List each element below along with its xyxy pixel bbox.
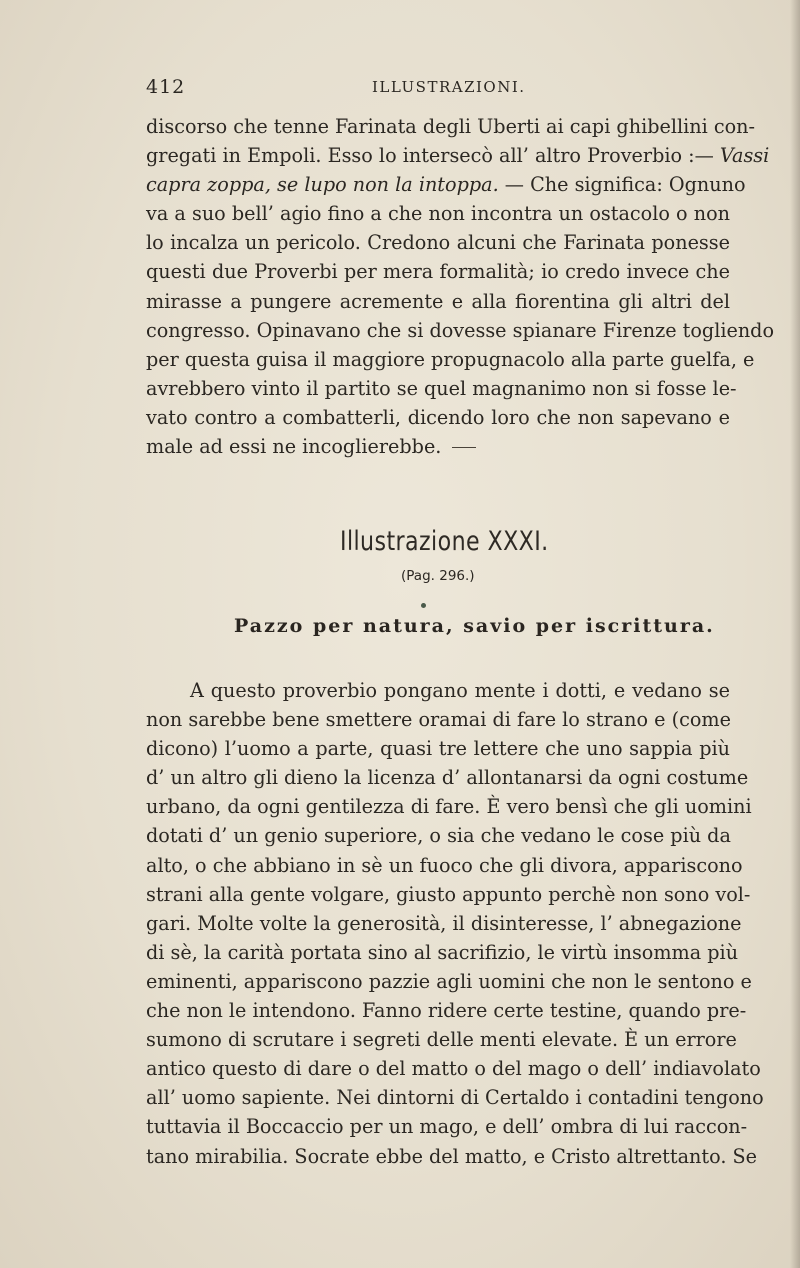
text-line: urbano, da ogni gentilezza di fare. È vero bensì che gli uomini	[146, 795, 752, 819]
running-head: ILLUSTRAZIONI.	[372, 78, 526, 96]
page-header	[146, 76, 726, 102]
text-line: sumono di scrutare i segreti delle menti elevate. È un errore	[146, 1028, 737, 1052]
text-line: mirasse a pungere acremente e alla fiorentina gli altri del	[146, 289, 730, 313]
text-line: tuttavia il Boccaccio per un mago, e dell’ ombra di lui raccon-	[146, 1115, 748, 1139]
text-line: alto, o che abbiano in sè un fuoco che gli divora, appariscono	[146, 853, 743, 877]
text-line: eminenti, appariscono pazzie agli uomini che non le sentono e	[146, 969, 752, 993]
page-edge-shadow	[790, 0, 800, 1268]
text-line: vato contro a combatterli, dicendo loro che non sapevano e	[146, 405, 730, 429]
proverb-heading: Pazzo per natura, savio per iscrittura.	[234, 615, 715, 637]
page-reference: (Pag. 296.)	[401, 568, 475, 584]
paragraph-proverb-commentary	[146, 676, 764, 1171]
text-line: A questo proverbio pongano mente i dotti, e vedano se	[190, 679, 730, 702]
text-line: dicono) l’uomo a parte, quasi tre lettere che uno sappia più	[146, 737, 730, 761]
ornament-dot	[421, 603, 426, 608]
text-line: congresso. Opinavano che si dovesse spianare Firenze togliendo	[146, 318, 775, 342]
text-line: di sè, la carità portata sino al sacrifizio, le virtù insomma più	[146, 940, 739, 964]
text-line: d’ un altro gli dieno la licenza d’ allontanarsi da ogni costume	[146, 766, 749, 790]
text-line: avrebbero vinto il partito se quel magnanimo non si fosse le-	[146, 376, 737, 400]
text-line: gregati in Empoli. Esso lo intersecò all’ altro Proverbio :— Vassi	[146, 144, 770, 168]
paragraph-farinata	[146, 112, 775, 461]
section-divider	[452, 447, 476, 448]
text-line: va a suo bell’ agio fino a che non incontra un ostacolo o non	[146, 202, 730, 226]
text-line: antico questo di dare o del matto o del mago o dell’ indiavolato	[146, 1057, 761, 1081]
text-line: discorso che tenne Farinata degli Uberti ai capi ghibellini con-	[146, 115, 755, 138]
text-line: strani alla gente volgare, giusto appunto perchè non sono vol-	[146, 882, 751, 906]
page-number: 412	[146, 76, 186, 98]
text-line: questi due Proverbi per mera formalità; io credo invece che	[146, 260, 730, 284]
text-line: dotati d’ un genio superiore, o sia che vedano le cose più da	[146, 824, 731, 848]
illustration-title: Illustrazione XXXI.	[340, 526, 549, 557]
text-line: non sarebbe bene smettere oramai di fare lo strano e (come	[146, 708, 731, 732]
text-line: che non le intendono. Fanno ridere certe testine, quando pre-	[146, 999, 747, 1023]
text-line: gari. Molte volte la generosità, il disinteresse, l’ abnegazione	[146, 911, 742, 935]
text-line: all’ uomo sapiente. Nei dintorni di Certaldo i contadini tengono	[146, 1086, 764, 1110]
text-line: per questa guisa il maggiore propugnacolo alla parte guelfa, e	[146, 347, 755, 371]
text-line: tano mirabilia. Socrate ebbe del matto, e Cristo altrettanto. Se	[146, 1144, 758, 1168]
text-line: lo incalza un pericolo. Credono alcuni che Farinata ponesse	[146, 231, 730, 255]
text-line: capra zoppa, se lupo non la intoppa. — Che significa: Ognuno	[146, 173, 746, 197]
text-line: male ad essi ne incoglierebbe.	[146, 435, 442, 459]
